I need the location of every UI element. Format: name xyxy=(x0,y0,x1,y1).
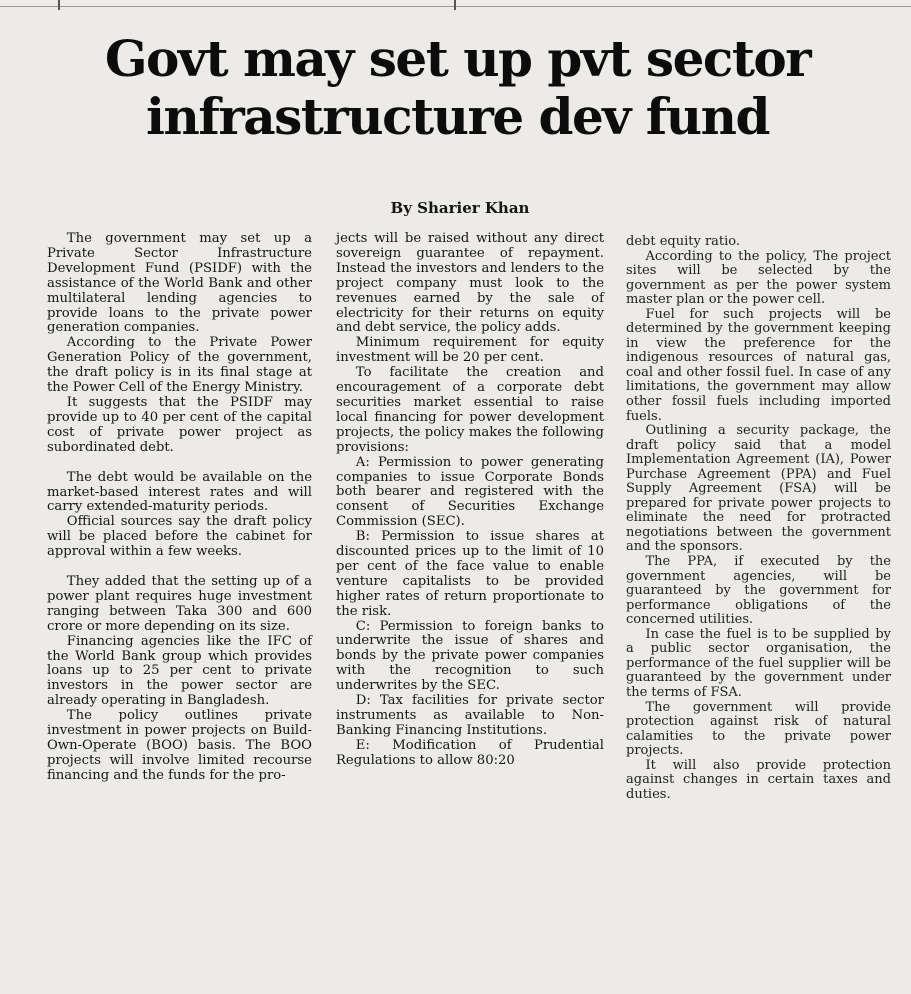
paragraph: E: Modification of Prudential Regulations to allow 80:20 xyxy=(336,737,604,768)
paragraph: D: Tax facilities for private sector instruments as available to Non-Banking Financing Institutions. xyxy=(336,693,604,738)
paragraph: It will also provide protection against changes in certain taxes and duties. xyxy=(626,757,891,802)
paragraph: The debt would be available on the market-based interest rates and will carry extended-maturity periods. xyxy=(47,469,312,515)
paragraph: A: Permission to power generating companies to issue Corporate Bonds both bearer and registered with the consent of Securities Exchange Commission (SEC). xyxy=(336,454,604,530)
paragraph: They added that the setting up of a power plant requires huge investment ranging between Taka 300 and 600 crore or more depending on its size. xyxy=(47,574,312,634)
paragraph: According to the Private Power Generation Policy of the government, the draft policy is in its final stage at the Power Cell of the Energy Ministry. xyxy=(47,335,312,396)
paragraph: According to the policy, The project sites will be selected by the government as per the power system master plan or the power cell. xyxy=(626,248,891,308)
paragraph: Fuel for such projects will be determined by the government keeping in view the preference for the indigenous resources of natural gas, coal and other fossil fuel. In case of any limitations, the government may allow other fossil fuels including imported fuels. xyxy=(626,306,891,424)
article-column-1 xyxy=(47,232,312,784)
paragraph: C: Permission to foreign banks to underwrite the issue of shares and bonds by the private power companies with the recognition to such underwrites by the SEC. xyxy=(336,618,604,694)
headline: Govt may set up pvt sector infrastructure dev fund xyxy=(104,29,811,146)
paragraph: jects will be raised without any direct sovereign guarantee of repayment. Instead the investors and lenders to the project company must look to the revenues earned by the sale of electricity for their returns on equity and debt service, the policy adds. xyxy=(336,231,604,336)
paragraph: debt equity ratio. xyxy=(626,234,741,249)
paragraph: Financing agencies like the IFC of the World Bank group which provides loans up to 25 per cent to private investors in the power sector are already operating in Bangladesh. xyxy=(47,633,312,709)
paragraph: B: Permission to issue shares at discounted prices up to the limit of 10 per cent of the face value to enable venture capitalists to be provided higher rates of return proportionate to the risk. xyxy=(336,529,604,619)
paragraph: To facilitate the creation and encouragement of a corporate debt securities market essential to raise local financing for power development projects, the policy makes the following provisions: xyxy=(336,365,604,455)
paragraph: Outlining a security package, the draft policy said that a model Implementation Agreement (IA), Power Purchase Agreement (PPA) and Fuel Supply Agreement (FSA) will be prepared for private power projects to eliminate the need for protracted negotiations between the government and the sponsors. xyxy=(626,423,891,555)
paragraph: The PPA, if executed by the government agencies, will be guaranteed by the government for performance obligations of the concerned utilities. xyxy=(626,554,891,628)
byline: By Sharier Khan xyxy=(390,199,530,217)
crop-mark xyxy=(454,0,456,10)
article-column-3 xyxy=(626,235,891,802)
article-column-2 xyxy=(336,232,604,769)
paragraph: The government will provide protection against risk of natural calamities to the private power projects. xyxy=(626,699,891,759)
paragraph: In case the fuel is to be supplied by a public sector organisation, the performance of the fuel supplier will be guaranteed by the government under the terms of FSA. xyxy=(626,626,891,700)
paragraph: Official sources say the draft policy will be placed before the cabinet for approval within a few weeks. xyxy=(47,514,312,560)
crop-mark xyxy=(58,0,60,10)
paragraph: The government may set up a Private Sector Infrastructure Development Fund (PSIDF) with the assistance of the World Bank and other multilateral lending agencies to provide loans to the private power generation companies. xyxy=(47,231,312,336)
paragraph: The policy outlines private investment in power projects on Build-Own-Operate (BOO) basis. The BOO projects will involve limited recourse financing and the funds for the pro- xyxy=(47,708,312,783)
paragraph: Minimum requirement for equity investment will be 20 per cent. xyxy=(336,335,604,366)
paragraph: It suggests that the PSIDF may provide up to 40 per cent of the capital cost of private power project as subordinated debt. xyxy=(47,394,312,455)
